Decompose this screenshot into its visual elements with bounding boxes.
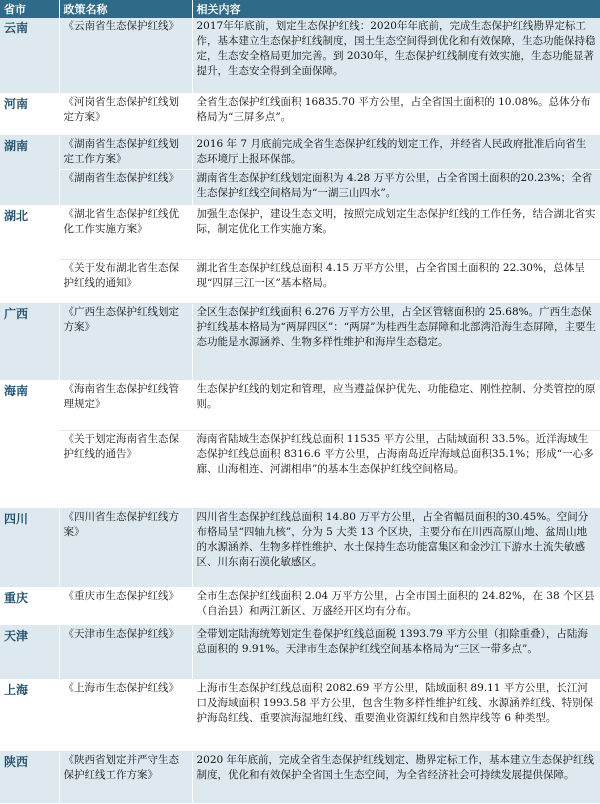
table-row	[0, 751, 600, 803]
policy-name-cell: 《湖北省生态保护红线优化工作实施方案》	[59, 205, 192, 259]
policy-name-cell: 《天津市生态保护红线》	[59, 625, 192, 679]
header-content: 相关内容	[192, 0, 600, 18]
table-row	[0, 169, 600, 205]
policy-name-cell: 《海南省生态保护红线管理规定》	[59, 380, 192, 430]
province-cell: 四川	[0, 508, 59, 587]
content-cell: 2020 年年底前，完成全省生态保护红线划定、勘界定标工作，基本建立生态保护红线制度，优化和有效保护全省国土生态空间，为全省经济社会可持续发展提供保障。	[192, 751, 600, 803]
content-cell: 湖北省生态保护红线总面积 4.15 万平方公里，占全省国土面积的 22.30%，总体呈现“四屏三江一区”基本格局。	[192, 259, 600, 303]
table-row	[0, 259, 600, 303]
table-row	[0, 508, 600, 587]
province-cell: 陕西	[0, 751, 59, 803]
policy-name-cell: 《湖南省生态保护红线》	[59, 169, 192, 205]
content-cell: 2017年年底前，划定生态保护红线：2020年年底前，完成生态保护红线勘界定标工作，基本建立生态保护红线制度，国土生态空间得到优化和有效保障，生态功能保持稳定，生态安全格局更加完善。到 2030年，生态保护红线制度有效实施，生态功能显著提升，生态安全得到全面保障。	[192, 18, 600, 93]
content-cell: 加强生态保护，建设生态文明，按照完成划定生态保护红线的工作任务，结合湖北省实际，制定优化工作实施方案。	[192, 205, 600, 259]
content-cell: 生态保护红线的划定和管理，应当遵益保护优先、功能稳定、刚性控制、分类管控的原则。	[192, 380, 600, 430]
province-cell: 湖南	[0, 135, 59, 205]
table-row	[0, 679, 600, 751]
province-cell: 云南	[0, 18, 59, 93]
policy-name-cell: 《湖南省生态保护红线划定工作方案》	[59, 135, 192, 169]
province-cell: 广西	[0, 303, 59, 380]
table-header-row	[0, 0, 600, 18]
policy-name-cell: 《关于发布湖北省生态保护红线的通知》	[59, 259, 192, 303]
content-cell: 全区生态保护红线面积 6.276 万平方公里，占全区管辖面积的 25.68%。广西生态保护红线基本格局为“两屏四区”：“两屏”为桂西生态屏障和北部湾沿海生态屏障，主要生态功能是水源涵养、生物多样性维护和海岸生态稳定。	[192, 303, 600, 380]
table-row	[0, 18, 600, 93]
table-row	[0, 380, 600, 430]
province-cell: 上海	[0, 679, 59, 751]
table-row	[0, 625, 600, 679]
table-row	[0, 303, 600, 380]
content-cell: 全省生态保护红线面积 16835.70 平方公里，占全省国土面积的 10.08%。总体分布格局为“三屏多点”。	[192, 93, 600, 135]
header-province: 省市	[0, 0, 59, 18]
policy-name-cell: 《关于划定海南省生态保护红线的通告》	[59, 430, 192, 508]
policy-name-cell: 《云南省生态保护红线》	[59, 18, 192, 93]
policy-name-cell: 《陕西省划定并严守生态保护红线工作方案》	[59, 751, 192, 803]
content-cell: 海南省陆域生态保护红线总面积 11535 平方公里，占陆域面积 33.5%。近洋海域生态保护红线总面积 8316.6 平方公里，占海南岛近岸海域总面积35.1%；形成“一心多廊、山海相连、河湖相串”的基本生态保护红线空间格局。	[192, 430, 600, 508]
province-cell: 重庆	[0, 587, 59, 625]
content-cell: 上海市生态保护红线总面积 2082.69 平方公里，陆域面积 89.11 平方公里，长江河口及海域面积 1993.58 平方公里，包含生物多样性维护红线、水源涵养红线、特别保护海岛红线、重要滨海湿地红线、重要渔业资源红线和自然岸线等 6 种类型。	[192, 679, 600, 751]
policy-name-cell: 《重庆市生态保护红线》	[59, 587, 192, 625]
table-row	[0, 205, 600, 259]
policy-name-cell: 《河岗省生态保护红线划定方案》	[59, 93, 192, 135]
header-policy-name: 政策名称	[59, 0, 192, 18]
province-cell: 湖北	[0, 205, 59, 303]
content-cell: 全带划定陆海统筹划定生卷保护红线总面税 1393.79 平方公里（扣除重叠），占陆海总面积的 9.91%。天津市生态保护红线空间基本格局为“三区一带多点”。	[192, 625, 600, 679]
policy-name-cell: 《上海市生态保护红线》	[59, 679, 192, 751]
content-cell: 全市生态保护红线面积 2.04 万平方公里，占全市国土面积的 24.82%，在 38 个区县（自治县）和两江新区、万盛经开区均有分布。	[192, 587, 600, 625]
content-cell: 湖南省生态保护红线划定面积为 4.28 万平方公里，占全省国土面积的20.23%；全省生态保护红线空间格局为“一湖三山四水”。	[192, 169, 600, 205]
province-cell: 海南	[0, 380, 59, 508]
policy-name-cell: 《广西生态保护红线划定方案》	[59, 303, 192, 380]
province-cell: 天津	[0, 625, 59, 679]
table-row	[0, 93, 600, 135]
policy-name-cell: 《四川省生态保护红线方案》	[59, 508, 192, 587]
table-row	[0, 587, 600, 625]
content-cell: 四川省生态保护红线总面积 14.80 万平方公里，占全省幅员面积的30.45%。空间分布格局呈“四轴九核”，分为 5 大类 13 个区块，主要分布在川西高原山地、盆周山地的水源涵养、生物多样性维护、水土保持生态功能富集区和金沙江下游水土流失敏感区、川东南石漠化敏感区。	[192, 508, 600, 587]
province-cell: 河南	[0, 93, 59, 135]
content-cell: 2016 年 7 月底前完成全省生态保护红线的划定工作，并经省人民政府批准后向省生态环境厅上报环保部。	[192, 135, 600, 169]
table-row	[0, 135, 600, 169]
table-row	[0, 430, 600, 508]
